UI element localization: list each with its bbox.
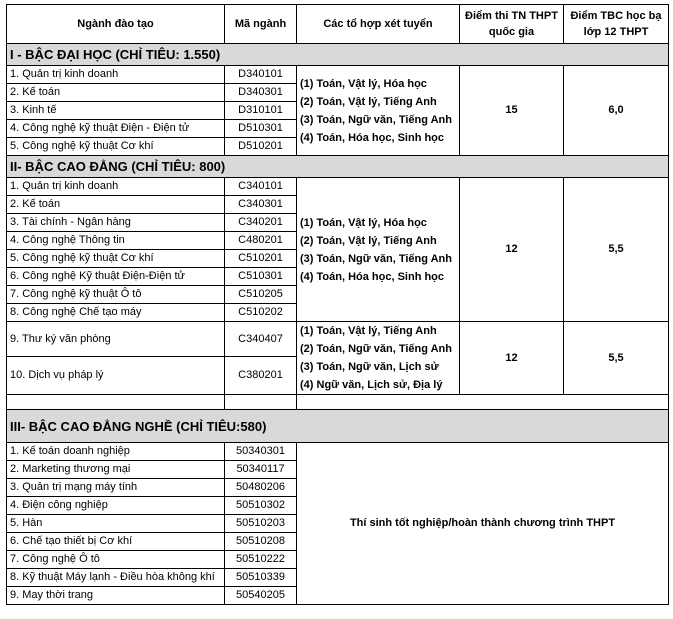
spacer-cell [225, 395, 297, 410]
major-name: 2. Marketing thương mại [7, 461, 225, 479]
combos-cell [297, 66, 460, 156]
major-name: 3. Tài chính - Ngân hàng [7, 214, 225, 232]
major-name: 4. Công nghệ Thông tin [7, 232, 225, 250]
combo-item: (2) Toán, Vật lý, Tiếng Anh [300, 95, 437, 108]
score-national: 12 [460, 178, 564, 322]
major-name: 2. Kế toán [7, 84, 225, 102]
combo-item: (3) Toán, Ngữ văn, Tiếng Anh [300, 252, 452, 265]
major-name: 8. Kỹ thuật Máy lạnh - Điều hòa không khí [7, 569, 225, 587]
major-name: 9. May thời trang [7, 587, 225, 605]
major-code: C510301 [225, 268, 297, 286]
combo-item: (3) Toán, Ngữ văn, Lịch sử [300, 361, 439, 373]
major-name: 3. Quản trị mạng máy tính [7, 479, 225, 497]
section-title-college: II- BẬC CAO ĐẲNG (CHỈ TIÊU: 800) [7, 156, 669, 178]
major-code: 50540205 [225, 587, 297, 605]
major-code: C380201 [225, 357, 297, 395]
major-name: 3. Kinh tế [7, 102, 225, 120]
major-name: 1. Quản trị kinh doanh [7, 178, 225, 196]
section-title-vocational: III- BẬC CAO ĐẲNG NGHỀ (CHỈ TIÊU:580) [7, 410, 669, 443]
major-name: 10. Dịch vụ pháp lý [7, 357, 225, 395]
spacer-cell [7, 395, 225, 410]
section-title-university: I - BẬC ĐẠI HỌC (CHỈ TIÊU: 1.550) [7, 44, 669, 66]
combo-item: (3) Toán, Ngữ văn, Tiếng Anh [300, 113, 452, 126]
header-combos: Các tổ hợp xét tuyển [297, 5, 460, 44]
major-name: 1. Kế toán doanh nghiệp [7, 443, 225, 461]
major-name: 5. Công nghệ kỹ thuật Cơ khí [7, 138, 225, 156]
major-code: 50340301 [225, 443, 297, 461]
requirement-note: Thí sinh tốt nghiệp/hoàn thành chương trình THPT [297, 443, 669, 605]
major-code: C340101 [225, 178, 297, 196]
major-name: 7. Công nghệ Ô tô [7, 551, 225, 569]
combo-item: (4) Toán, Hóa học, Sinh học [300, 131, 445, 144]
combos-cell [297, 178, 460, 322]
combos-cell [297, 322, 460, 395]
header-score-national: Điểm thi TN THPT quốc gia [460, 5, 564, 44]
major-code: C340201 [225, 214, 297, 232]
major-name: 6. Chế tạo thiết bị Cơ khí [7, 533, 225, 551]
major-name: 4. Điện công nghiệp [7, 497, 225, 515]
major-name: 8. Công nghệ Chế tạo máy [7, 304, 225, 322]
major-name: 1. Quản trị kinh doanh [7, 66, 225, 84]
major-code: C340407 [225, 322, 297, 357]
major-code: 50340117 [225, 461, 297, 479]
score-gpa: 5,5 [564, 322, 669, 395]
major-code: C510201 [225, 250, 297, 268]
combo-item: (1) Toán, Vật lý, Hóa học [300, 216, 427, 229]
combo-item: (4) Ngữ văn, Lịch sử, Địa lý [300, 379, 443, 391]
major-code: D310101 [225, 102, 297, 120]
major-name: 7. Công nghệ kỹ thuật Ô tô [7, 286, 225, 304]
major-code: C480201 [225, 232, 297, 250]
major-code: C340301 [225, 196, 297, 214]
spacer-cell [297, 395, 669, 410]
combo-item: (1) Toán, Vật lý, Hóa học [300, 77, 427, 90]
combo-item: (2) Toán, Ngữ văn, Tiếng Anh [300, 343, 452, 355]
major-code: D510301 [225, 120, 297, 138]
score-gpa: 5,5 [564, 178, 669, 322]
major-name: 6. Công nghệ Kỹ thuật Điện-Điện tử [7, 268, 225, 286]
score-national: 12 [460, 322, 564, 395]
combo-item: (1) Toán, Vật lý, Tiếng Anh [300, 325, 437, 337]
score-gpa: 6,0 [564, 66, 669, 156]
major-name: 4. Công nghệ kỹ thuật Điện - Điện tử [7, 120, 225, 138]
score-national: 15 [460, 66, 564, 156]
header-score-gpa: Điểm TBC học bạ lớp 12 THPT [564, 5, 669, 44]
major-code: C510205 [225, 286, 297, 304]
major-name: 5. Hàn [7, 515, 225, 533]
major-code: C510202 [225, 304, 297, 322]
header-code: Mã ngành [225, 5, 297, 44]
major-name: 5. Công nghệ kỹ thuật Cơ khí [7, 250, 225, 268]
major-name: 2. Kế toán [7, 196, 225, 214]
combo-item: (4) Toán, Hóa học, Sinh học [300, 270, 445, 283]
major-code: 50510208 [225, 533, 297, 551]
major-code: D510201 [225, 138, 297, 156]
major-code: 50510339 [225, 569, 297, 587]
major-code: 50480206 [225, 479, 297, 497]
admission-table [6, 4, 669, 605]
combo-item: (2) Toán, Vật lý, Tiếng Anh [300, 234, 437, 247]
major-name: 9. Thư ký văn phòng [7, 322, 225, 357]
header-major: Ngành đào tạo [7, 5, 225, 44]
major-code: 50510222 [225, 551, 297, 569]
major-code: 50510302 [225, 497, 297, 515]
major-code: D340301 [225, 84, 297, 102]
major-code: D340101 [225, 66, 297, 84]
major-code: 50510203 [225, 515, 297, 533]
